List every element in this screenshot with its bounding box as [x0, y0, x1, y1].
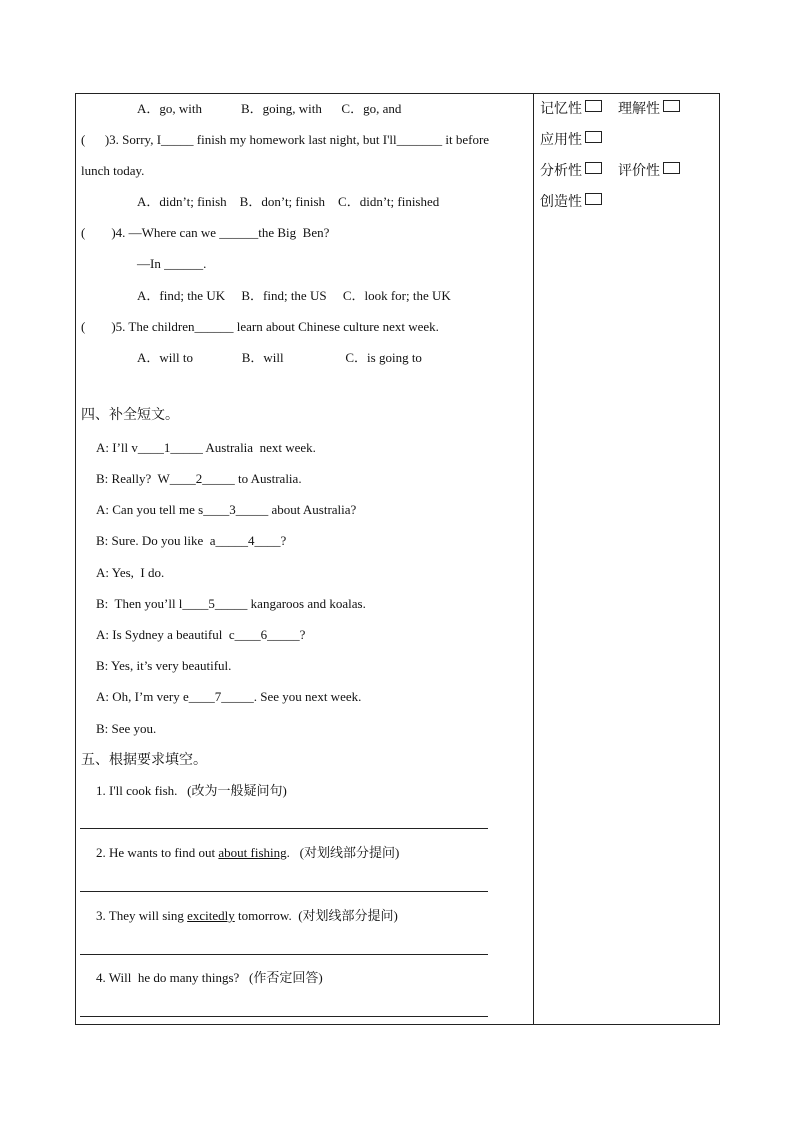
creativity-checkbox[interactable] [585, 193, 602, 205]
q3-options: A．didn’t; finish B．don’t; finish C．didn’t; finished [137, 194, 440, 209]
column-divider [533, 93, 534, 1025]
application-checkbox[interactable] [585, 131, 602, 143]
dialogue-line: A: Yes, I do. [96, 565, 165, 580]
section5-title: 五、根据要求填空。 [81, 752, 207, 768]
creativity-item: 创造性 [540, 193, 602, 211]
rewrite-q3: 3. They will sing excitedly tomorrow. (对划线部分提问) [96, 908, 398, 923]
q2-options: A．go, with B．going, with C．go, and [137, 101, 402, 116]
dialogue-line: A: Can you tell me s____3_____ about Australia? [96, 502, 357, 517]
q4-stem: ( )4. —Where can we ______the Big Ben? [81, 225, 330, 240]
understanding-item: 理解性 [618, 100, 680, 118]
q4-response: —In ______. [137, 256, 207, 271]
q5-options: A．will to B．will C．is going to [137, 350, 422, 365]
q3-stem-line1: ( )3. Sorry, I_____ finish my homework last night, but I'll_______ it before [81, 132, 490, 147]
q4-options: A．find; the UK B．find; the US C．look for; the UK [137, 288, 451, 303]
evaluation-item: 评价性 [618, 162, 680, 180]
memory-item: 记忆性 [540, 100, 602, 118]
analysis-item: 分析性 [540, 162, 602, 180]
understanding-checkbox[interactable] [663, 100, 680, 112]
evaluation-checkbox[interactable] [663, 162, 680, 174]
dialogue-line: B: See you. [96, 721, 157, 736]
q5-stem: ( )5. The children______ learn about Chinese culture next week. [81, 319, 439, 334]
q3-stem-line2: lunch today. [81, 163, 145, 178]
rewrite-q1: 1. I'll cook fish. (改为一般疑问句) [96, 783, 287, 798]
dialogue-line: B: Yes, it’s very beautiful. [96, 658, 232, 673]
answer-line-3 [80, 954, 488, 955]
rewrite-q4: 4. Will he do many things? (作否定回答) [96, 970, 323, 985]
dialogue-line: B: Really? W____2_____ to Australia. [96, 471, 302, 486]
answer-line-4 [80, 1016, 488, 1017]
answer-line-1 [80, 828, 488, 829]
underlined-word: excitedly [187, 908, 235, 923]
dialogue-line: A: Is Sydney a beautiful c____6_____? [96, 627, 306, 642]
dialogue-line: A: I’ll v____1_____ Australia next week. [96, 440, 316, 455]
rewrite-q2: 2. He wants to find out about fishing. (对划线部分提问) [96, 845, 400, 860]
memory-checkbox[interactable] [585, 100, 602, 112]
application-item: 应用性 [540, 131, 602, 149]
answer-line-2 [80, 891, 488, 892]
underlined-phrase: about fishing [218, 845, 287, 860]
analysis-checkbox[interactable] [585, 162, 602, 174]
dialogue-line: B: Then you’ll l____5_____ kangaroos and koalas. [96, 596, 366, 611]
dialogue-line: A: Oh, I’m very e____7_____. See you next week. [96, 689, 362, 704]
dialogue-line: B: Sure. Do you like a_____4____? [96, 533, 287, 548]
section4-title: 四、补全短文。 [81, 407, 179, 423]
